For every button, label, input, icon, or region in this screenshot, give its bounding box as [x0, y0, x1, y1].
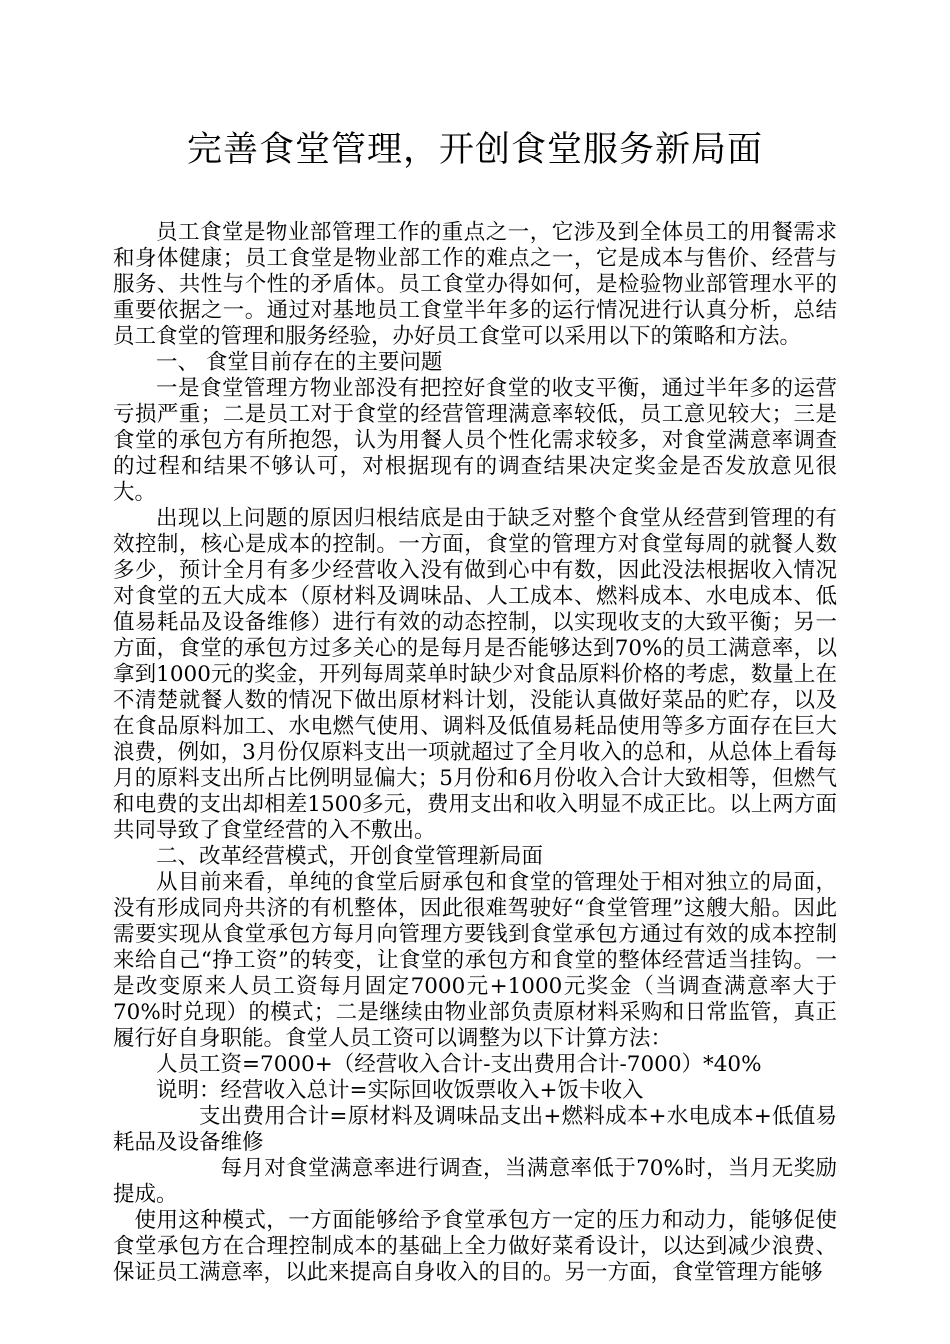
paragraph-reform: 从目前来看，单纯的食堂后厨承包和食堂的管理处于相对独立的局面，没有形成同舟共济的有机整体，因此很难驾驶好“食堂管理”这艘大船。因此需要实现从食堂承包方每月向管理方要钱到食堂承包方通过有效的成本控制来给自己“挣工资”的转变，让食堂的承包方和食堂的整体经营适当挂钩。一是改变原来人员工资每月固定7000元+1000元奖金（当调查满意率大于70%时兑现）的模式；二是继续由物业部负责原材料采购和日常监管，真正履行好自身职能。食堂人员工资可以调整为以下计算方法：	[113, 870, 837, 1051]
section-heading-1: 一、 食堂目前存在的主要问题	[156, 350, 443, 375]
formula-note-income: 说明：经营收入总计=实际回收饭票收入+饭卡收入	[156, 1078, 644, 1103]
paragraph-problems: 一是食堂管理方物业部没有把控好食堂的收支平衡，通过半年多的运营亏损严重；二是员工对于食堂的经营管理满意率较低，员工意见较大；三是食堂的承包方有所抱怨，认为用餐人员个性化需求较多，对食堂满意率调查的过程和结果不够认可，对根据现有的调查结果决定奖金是否发放意见很大。	[113, 376, 837, 505]
paragraph-causes: 出现以上问题的原因归根结底是由于缺乏对整个食堂从经营到管理的有效控制，核心是成本的控制。一方面，食堂的管理方对食堂每周的就餐人数多少，预计全月有多少经营收入没有做到心中有数，因此没法根据收入情况对食堂的五大成本（原材料及调味品、人工成本、燃料成本、水电成本、低值易耗品及设备维修）进行有效的动态控制，以实现收支的大致平衡；另一方面，食堂的承包方过多关心的是每月是否能够达到70%的员工满意率，以拿到1000元的奖金，开列每周菜单时缺少对食品原料价格的考虑，数量上在不清楚就餐人数的情况下做出原材料计划，没能认真做好菜品的贮存，以及在食品原料加工、水电燃气使用、调料及低值易耗品使用等多方面存在巨大浪费，例如，3月份仅原料支出一项就超过了全月收入的总和，从总体上看每月的原料支出所占比例明显偏大；5月份和6月份收入合计大致相等，但燃气和电费的支出却相差1500多元，费用支出和收入明显不成正比。以上两方面共同导致了食堂经营的入不敷出。	[113, 506, 837, 843]
paragraph-intro: 员工食堂是物业部管理工作的重点之一，它涉及到全体员工的用餐需求和身体健康；员工食堂是物业部工作的难点之一，它是成本与售价、经营与服务、共性与个性的矛盾体。员工食堂办得如何，是检验物业部管理水平的重要依据之一。通过对基地员工食堂半年多的运行情况进行认真分析，总结员工食堂的管理和服务经验，办好员工食堂可以采用以下的策略和方法。	[113, 220, 837, 349]
document-title: 完善食堂管理，开创食堂服务新局面	[186, 130, 763, 170]
section-heading-2: 二、改革经营模式，开创食堂管理新局面	[156, 844, 544, 869]
formula-wage: 人员工资=7000+（经营收入合计-支出费用合计-7000）*40%	[156, 1052, 762, 1077]
formula-note-expense: 支出费用合计=原材料及调味品支出+燃料成本+水电成本+低值易耗品及设备维修	[113, 1104, 837, 1155]
document-body	[113, 220, 837, 1286]
paragraph-satisfaction-rule: 每月对食堂满意率进行调查，当满意率低于70%时，当月无奖励提成。	[113, 1156, 837, 1207]
paragraph-benefits: 使用这种模式，一方面能够给予食堂承包方一定的压力和动力，能够促使食堂承包方在合理控制成本的基础上全力做好菜肴设计，以达到减少浪费、保证员工满意率，以此来提高自身收入的目的。另一方面，食堂管理方能够	[113, 1208, 837, 1285]
